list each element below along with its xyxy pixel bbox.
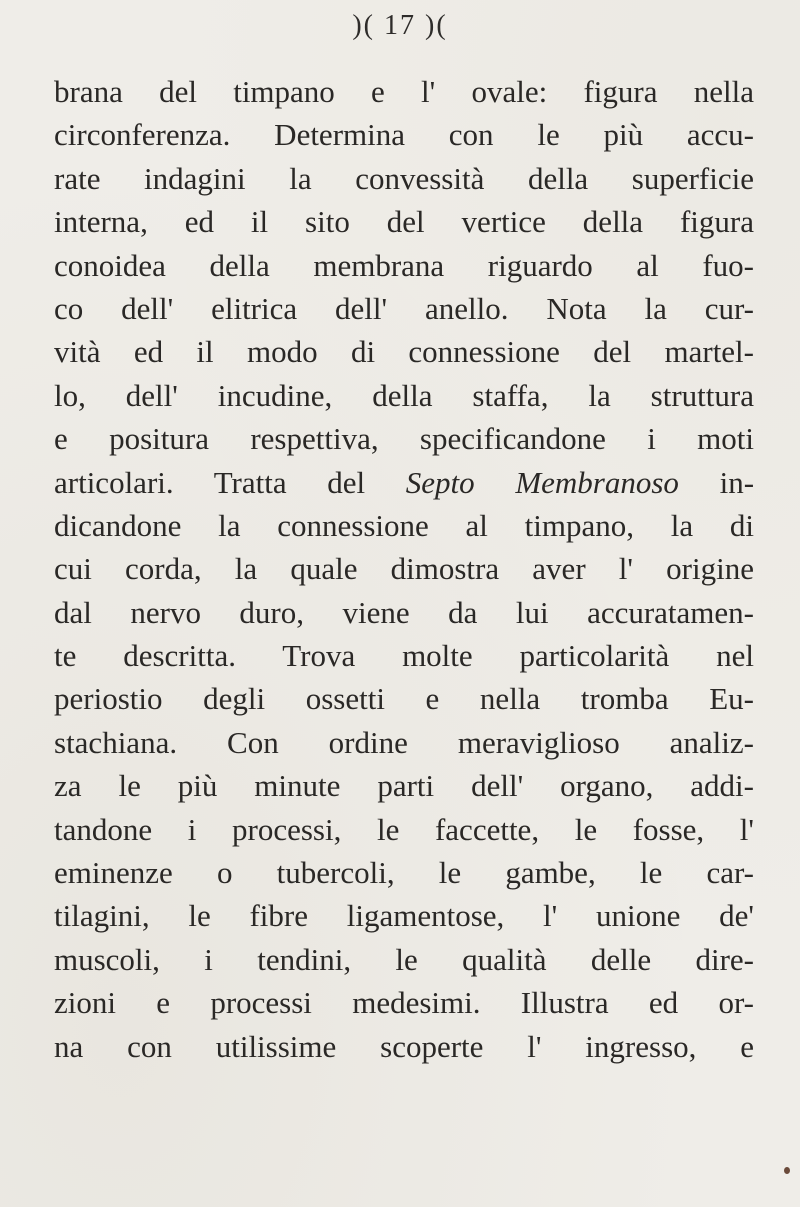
text-line-3: rate indagini la convessità della superficie: [54, 160, 754, 196]
italic-term: Septo Membranoso: [405, 464, 679, 500]
text-line-7: vità ed il modo di connessione del martel-: [54, 334, 754, 370]
text-line-4: interna, ed il sito del vertice della figura: [54, 204, 754, 240]
text-line-23: na con utilissime scoperte l' ingresso, e: [54, 1028, 754, 1064]
text-line-8: lo, dell' incudine, della staffa, la struttura: [54, 377, 754, 413]
text-line-11: dicandone la connessione al timpano, la di: [54, 507, 754, 543]
text-line-2: circonferenza. Determina con le più accu-: [54, 117, 754, 153]
text-line-22: zioni e processi medesimi. Illustra ed or-: [54, 985, 754, 1021]
text-line-17: za le più minute parti dell' organo, addi-: [54, 768, 754, 804]
text-line-5: conoidea della membrana riguardo al fuo-: [54, 247, 754, 283]
ink-spot: [784, 1167, 790, 1174]
text-line-10: [54, 461, 754, 504]
text-line-21: muscoli, i tendini, le qualità delle dire-: [54, 941, 754, 977]
text-line-12: cui corda, la quale dimostra aver l' origine: [54, 551, 754, 587]
text-line-16: stachiana. Con ordine meraviglioso analiz-: [54, 724, 754, 760]
text-line-6: co dell' elitrica dell' anello. Nota la cur-: [54, 290, 754, 326]
text-line-9: e positura respettiva, specificandone i moti: [54, 421, 754, 457]
text-line-10-start: articolari. Tratta del: [54, 464, 366, 500]
text-line-19: eminenze o tubercoli, le gambe, le car-: [54, 855, 754, 891]
page-number-header: )( 17 )(: [352, 10, 448, 41]
text-line-1: brana del timpano e l' ovale: figura nella: [54, 74, 754, 109]
text-line-20: tilagini, le fibre ligamentose, l' unione de': [54, 898, 754, 934]
text-line-18: tandone i processi, le faccette, le fosse, l': [54, 811, 754, 847]
text-line-10-end: in-: [719, 464, 755, 500]
text-line-14: te descritta. Trova molte particolarità nel: [54, 638, 754, 674]
text-line-13: dal nervo duro, viene da lui accuratamen-: [54, 594, 754, 630]
body-text: [54, 70, 754, 1068]
text-line-15: periostio degli ossetti e nella tromba Eu-: [54, 681, 754, 717]
